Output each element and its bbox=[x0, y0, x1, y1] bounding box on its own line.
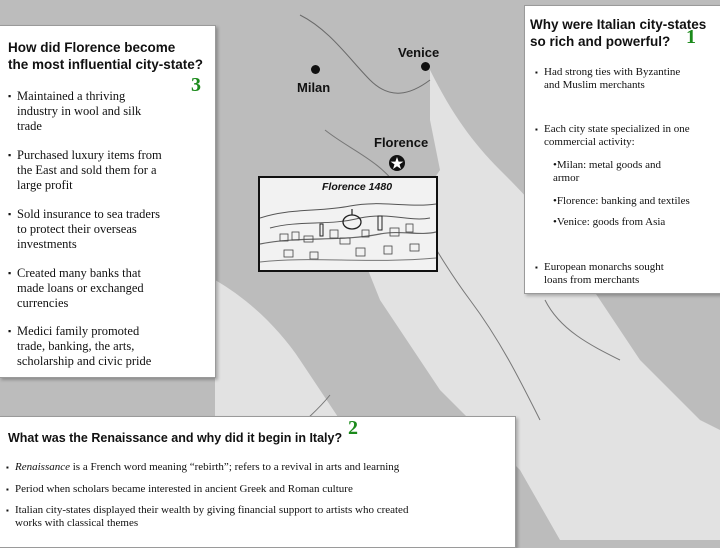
sub-bullet-venice bbox=[553, 216, 665, 229]
right-panel-title-line2: so rich and powerful? bbox=[530, 34, 671, 49]
right-bullet-3 bbox=[535, 261, 664, 287]
left-bullet-4-line-2: made loans or exchanged bbox=[17, 281, 144, 295]
left-bullet-4-line-3: currencies bbox=[17, 296, 69, 310]
venice-label: Venice bbox=[398, 45, 440, 60]
bottom-panel-title: What was the Renaissance and why did it begin in Italy? bbox=[8, 431, 343, 445]
sub-bullet-milan bbox=[553, 159, 661, 185]
bullet-mark: ▪ bbox=[8, 91, 12, 101]
bottom-bullet-1-text: is a French word meaning “rebirth”; refers to a revival in arts and learning bbox=[69, 461, 400, 473]
left-bullet-5 bbox=[8, 324, 152, 369]
city-sketch bbox=[260, 178, 436, 270]
sub-bullet-milan-line-2: armor bbox=[553, 172, 580, 184]
venice-dot bbox=[421, 62, 430, 71]
bottom-bullet-2-text: Period when scholars became interested in ancient Greek and Roman culture bbox=[15, 483, 353, 495]
right-bullet-3-line-2: loans from merchants bbox=[544, 274, 640, 286]
bullet-mark: ▪ bbox=[8, 326, 12, 336]
left-bullet-1-line-3: trade bbox=[17, 119, 42, 133]
left-panel-title bbox=[8, 39, 203, 73]
bullet-mark: ▪ bbox=[6, 485, 9, 494]
right-bullet-1 bbox=[535, 66, 681, 92]
left-bullet-2 bbox=[8, 148, 162, 193]
florence-label: Florence bbox=[374, 135, 429, 150]
right-panel-title bbox=[530, 16, 706, 50]
bullet-mark: ▪ bbox=[535, 68, 538, 77]
left-bullet-5-line-2: trade, banking, the arts, bbox=[17, 339, 135, 353]
bottom-bullet-3-line-1: Italian city-states displayed their wealth by giving financial support to artists who created bbox=[15, 504, 409, 516]
florence-star-marker bbox=[388, 154, 406, 172]
left-bullet-1-line-2: industry in wool and silk bbox=[17, 104, 142, 118]
bullet-mark: ▪ bbox=[6, 506, 9, 515]
milan-label: Milan bbox=[297, 80, 331, 95]
right-panel bbox=[524, 5, 720, 294]
illustration-caption: Florence 1480 bbox=[322, 181, 393, 193]
bottom-bullet-3-line-2: works with classical themes bbox=[15, 517, 139, 529]
right-bullet-2 bbox=[535, 123, 690, 149]
bottom-bullet-1 bbox=[6, 461, 400, 474]
left-bullet-5-line-3: scholarship and civic pride bbox=[17, 354, 152, 368]
left-bullet-5-line-1: Medici family promoted bbox=[17, 324, 140, 338]
left-panel bbox=[0, 25, 216, 378]
bullet-mark: ▪ bbox=[8, 209, 12, 219]
annotation-number-3: 3 bbox=[191, 74, 201, 96]
sub-bullet-florence-line-1: •Florence: banking and textiles bbox=[553, 195, 690, 207]
bottom-bullet-3 bbox=[6, 504, 409, 530]
left-bullet-3-line-2: to protect their overseas bbox=[17, 222, 137, 236]
sub-bullet-venice-line-1: •Venice: goods from Asia bbox=[553, 216, 666, 228]
bullet-mark: ▪ bbox=[6, 463, 9, 472]
left-bullet-2-line-1: Purchased luxury items from bbox=[17, 148, 162, 162]
left-bullet-1 bbox=[8, 89, 142, 134]
bottom-panel bbox=[0, 416, 516, 548]
florence-1480-illustration bbox=[258, 176, 438, 272]
sub-bullet-florence bbox=[553, 195, 690, 208]
right-bullet-1-line-1: Had strong ties with Byzantine bbox=[544, 66, 681, 78]
right-bullet-1-line-2: and Muslim merchants bbox=[544, 79, 645, 91]
bullet-mark: ▪ bbox=[8, 268, 12, 278]
left-bullet-4-line-1: Created many banks that bbox=[17, 266, 141, 280]
left-panel-title-line2: the most influential city-state? bbox=[8, 57, 204, 72]
left-bullet-3-line-3: investments bbox=[17, 237, 77, 251]
right-bullet-2-line-1: Each city state specialized in one bbox=[544, 123, 690, 135]
left-bullet-4 bbox=[8, 266, 144, 311]
right-panel-title-line1: Why were Italian city-states bbox=[530, 17, 707, 32]
renaissance-term: Renaissance bbox=[15, 461, 70, 473]
left-bullet-1-line-1: Maintained a thriving bbox=[17, 89, 126, 103]
bullet-mark: ▪ bbox=[8, 150, 12, 160]
left-bullet-2-line-3: large profit bbox=[17, 178, 73, 192]
left-bullet-2-line-2: the East and sold them for a bbox=[17, 163, 157, 177]
right-bullet-3-line-1: European monarchs sought bbox=[544, 261, 664, 273]
bottom-bullet-2 bbox=[6, 483, 353, 496]
sub-bullet-milan-line-1: •Milan: metal goods and bbox=[553, 159, 662, 171]
left-panel-title-line1: How did Florence become bbox=[8, 40, 176, 55]
annotation-number-2: 2 bbox=[348, 417, 358, 439]
right-bullet-2-line-2: commercial activity: bbox=[544, 136, 635, 148]
milan-dot bbox=[311, 65, 320, 74]
left-bullet-3 bbox=[8, 207, 161, 252]
bullet-mark: ▪ bbox=[535, 125, 538, 134]
annotation-number-1: 1 bbox=[686, 26, 696, 48]
bullet-mark: ▪ bbox=[535, 263, 538, 272]
left-bullet-3-line-1: Sold insurance to sea traders bbox=[17, 207, 161, 221]
